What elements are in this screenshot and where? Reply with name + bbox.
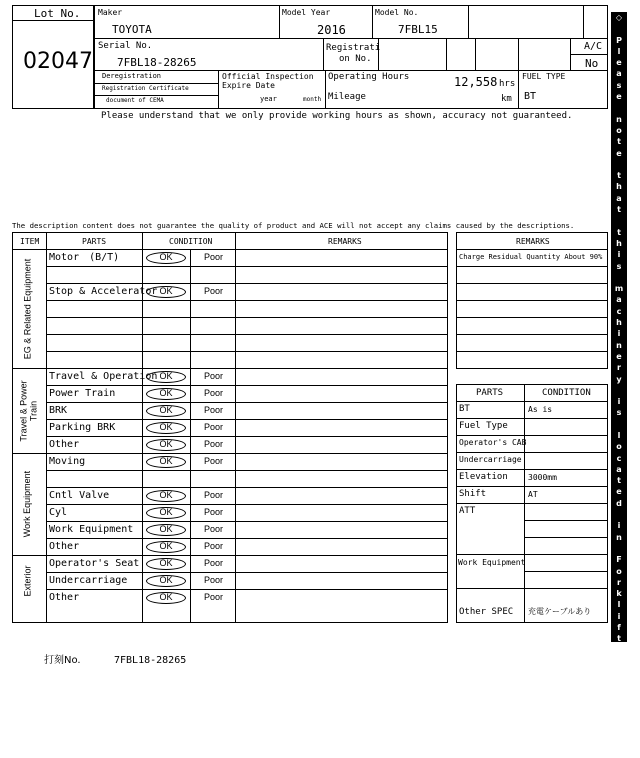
registration-label-2: on No.	[339, 54, 372, 64]
header-item: ITEM	[20, 237, 40, 246]
table-rule	[46, 402, 448, 403]
notice-text: Please understand that we only provide working hours as shown, accuracy not guaranteed.	[101, 111, 573, 121]
sidebar-char: g	[616, 724, 622, 734]
sidebar-char	[618, 735, 621, 746]
poor-label: Poor	[204, 575, 224, 585]
right-part-label: Operator's CAB	[459, 438, 527, 447]
sidebar-char: l	[617, 46, 621, 56]
sidebar-char: a	[616, 69, 622, 79]
sidebar-char	[618, 385, 621, 396]
right-parts-header: PARTS	[476, 388, 504, 398]
serial-label: Serial No.	[98, 41, 153, 51]
model-no-value: 7FBL15	[398, 23, 438, 36]
poor-label: Poor	[204, 507, 224, 517]
sidebar-char: ◇	[615, 747, 623, 757]
sidebar-char: h	[616, 318, 622, 328]
table-rule	[456, 486, 608, 487]
footer-value: 7FBL18-28265	[114, 655, 187, 666]
sidebar-char: i	[617, 521, 621, 531]
sidebar-char	[618, 272, 621, 283]
model-year-value: 2016	[317, 23, 346, 37]
right-part-label: Shift	[459, 489, 487, 499]
part-label: Work Equipment	[49, 524, 134, 535]
table-rule	[12, 368, 448, 369]
table-rule	[46, 334, 448, 335]
right-part-label: BT	[459, 404, 470, 414]
sidebar-char: t	[617, 137, 621, 147]
table-rule	[46, 283, 448, 284]
sidebar-char: n	[616, 713, 622, 723]
poor-label: Poor	[204, 286, 224, 296]
operating-hours-label: Operating Hours	[328, 72, 410, 82]
sidebar-char: a	[616, 464, 622, 474]
right-part-label: Fuel Type	[459, 421, 508, 431]
group-label-line: Travel & Power	[18, 379, 28, 442]
ok-circle: OK	[146, 558, 186, 570]
table-rule	[456, 334, 608, 335]
right-condition-value: 3000mm	[528, 473, 557, 482]
ac-value: No	[585, 57, 599, 70]
operating-hours-value: 12,558	[454, 75, 498, 89]
right-condition-value: AT	[528, 490, 538, 499]
ok-circle: OK	[146, 592, 186, 604]
maker-value: TOYOTA	[112, 23, 152, 36]
table-rule	[12, 453, 448, 454]
footer-label: 打刻No.	[44, 655, 81, 666]
sidebar-char: r	[617, 363, 621, 373]
ok-circle: OK	[146, 286, 186, 298]
part-label: Undercarriage	[49, 575, 128, 586]
table-rule	[456, 418, 608, 419]
table-rule	[46, 521, 448, 522]
hrs-unit: hrs	[499, 79, 516, 89]
sidebar-char: c	[616, 306, 622, 316]
poor-label: Poor	[204, 252, 224, 262]
table-rule	[456, 300, 608, 301]
part-label: Operator's Seat	[49, 558, 140, 569]
sidebar-char: i	[617, 702, 621, 712]
part-label: Other	[49, 439, 80, 450]
ok-circle: OK	[146, 252, 186, 264]
sidebar-char: a	[616, 193, 622, 203]
month-label: month	[303, 96, 322, 103]
location-sidebar	[611, 12, 627, 757]
part-label: Other	[49, 541, 80, 552]
sidebar-char: k	[616, 589, 622, 599]
table-rule	[456, 266, 608, 267]
right-condition-value: As is	[528, 405, 553, 414]
deregistration-label: Deregistration	[102, 72, 162, 80]
sidebar-char	[618, 509, 621, 520]
poor-label: Poor	[204, 541, 224, 551]
fuel-type-value: BT	[524, 91, 537, 102]
km-unit: km	[501, 94, 512, 104]
sidebar-char: o	[616, 125, 622, 135]
table-rule	[456, 401, 608, 402]
table-rule	[46, 504, 448, 505]
ok-circle: OK	[146, 439, 186, 451]
sidebar-char: e	[616, 92, 622, 102]
sidebar-char	[618, 645, 621, 656]
part-label: BRK	[49, 405, 68, 416]
table-rule	[46, 589, 448, 590]
poor-label: Poor	[204, 456, 224, 466]
sidebar-char: l	[617, 430, 621, 440]
sidebar-char	[618, 543, 621, 554]
model-year-label: Model Year	[282, 8, 331, 17]
sidebar-char: i	[617, 250, 621, 260]
sidebar-char	[618, 215, 621, 226]
sidebar-char	[618, 159, 621, 170]
table-rule	[46, 487, 448, 488]
group-label: EG & Related Equipment	[22, 258, 32, 359]
model-no-label: Model No.	[375, 8, 419, 17]
poor-label: Poor	[204, 371, 224, 381]
table-rule	[456, 249, 608, 250]
sidebar-char: a	[616, 295, 622, 305]
table-rule	[46, 470, 448, 471]
table-rule	[456, 351, 608, 352]
header-remarks: REMARKS	[328, 237, 362, 246]
sidebar-char: t	[617, 227, 621, 237]
poor-label: Poor	[204, 592, 224, 602]
right-condition-header: CONDITION	[542, 388, 591, 398]
ok-circle: OK	[146, 541, 186, 553]
sidebar-char: ◇	[615, 13, 623, 22]
table-rule	[46, 266, 448, 267]
header-parts: PARTS	[82, 237, 107, 246]
sidebar-char: n	[616, 340, 622, 350]
ok-circle: OK	[146, 388, 186, 400]
sidebar-char: m	[614, 284, 624, 294]
sidebar-char	[618, 419, 621, 430]
ok-circle: OK	[146, 456, 186, 468]
inspection-label-2: Expire Date	[222, 81, 275, 90]
mileage-label: Mileage	[328, 92, 366, 102]
right-part-label: Elevation	[459, 472, 508, 482]
right-part-label: Undercarriage	[459, 455, 522, 464]
disclaimer-text: The description content does not guarantee the quality of product and ACE will not accept any claims caused by the descriptions.	[12, 221, 575, 230]
maker-label: Maker	[98, 8, 123, 17]
lot-label: Lot No.	[34, 7, 81, 20]
sidebar-char: n	[616, 114, 622, 124]
poor-label: Poor	[204, 490, 224, 500]
poor-label: Poor	[204, 558, 224, 568]
att-label: ATT	[459, 506, 476, 516]
table-rule	[46, 317, 448, 318]
sidebar-text	[611, 12, 627, 758]
work-equipment-label: Work Equipment	[458, 558, 526, 567]
ok-circle: OK	[146, 405, 186, 417]
poor-label: Poor	[204, 439, 224, 449]
sidebar-char	[618, 23, 621, 34]
cema-label: document of CEMA	[106, 97, 164, 104]
sidebar-char: k	[616, 690, 622, 700]
header-condition: CONDITION	[169, 237, 213, 246]
group-label-line: Train	[28, 400, 38, 421]
table-rule	[46, 538, 448, 539]
table-rule	[46, 572, 448, 573]
sidebar-char: o	[616, 566, 622, 576]
sidebar-char: d	[616, 498, 622, 508]
group-label	[18, 368, 40, 453]
table-rule	[46, 436, 448, 437]
lot-number: 02047	[23, 49, 93, 74]
part-label: Parking BRK	[49, 422, 116, 433]
sidebar-char: y	[616, 374, 622, 384]
sidebar-char: e	[616, 351, 622, 361]
part-label: Motor (B/T)	[49, 252, 120, 263]
table-rule	[456, 435, 608, 436]
table-rule	[235, 232, 236, 623]
table-rule	[456, 588, 608, 589]
sidebar-char: r	[617, 679, 621, 689]
sidebar-char: o	[616, 442, 622, 452]
poor-label: Poor	[204, 388, 224, 398]
sidebar-char: s	[616, 80, 622, 90]
fuel-type-label: FUEL TYPE	[522, 72, 566, 81]
table-rule	[12, 249, 448, 250]
right-remarks-first-row: Charge Residual Quantity About 90%	[459, 253, 603, 261]
part-label: Power Train	[49, 388, 116, 399]
sidebar-char: e	[616, 58, 622, 68]
sidebar-char: r	[617, 577, 621, 587]
sidebar-char: f	[617, 623, 621, 633]
sidebar-char: F	[616, 555, 622, 565]
ac-label: A/C	[584, 41, 603, 52]
other-spec-label: Other SPEC	[459, 607, 514, 617]
sidebar-char: s	[616, 408, 622, 418]
sidebar-char: l	[617, 600, 621, 610]
table-rule	[46, 351, 448, 352]
table-rule	[524, 537, 608, 538]
table-rule	[456, 317, 608, 318]
right-remarks-header: REMARKS	[516, 237, 550, 246]
sidebar-char	[618, 102, 621, 113]
part-label: Cyl	[49, 507, 68, 518]
ok-circle: OK	[146, 422, 186, 434]
table-rule	[524, 571, 608, 572]
sidebar-char: s	[616, 261, 622, 271]
table-rule	[456, 503, 608, 504]
table-rule	[456, 469, 608, 470]
part-label: Cntl Valve	[49, 490, 110, 501]
sidebar-char: e	[616, 148, 622, 158]
sidebar-char: i	[617, 329, 621, 339]
part-label: Stop & Accelerator	[49, 286, 158, 297]
sidebar-char: h	[616, 182, 622, 192]
sidebar-char: t	[617, 634, 621, 644]
serial-value: 7FBL18-28265	[117, 56, 197, 69]
table-rule	[46, 232, 47, 623]
ok-circle: OK	[146, 507, 186, 519]
ok-circle: OK	[146, 575, 186, 587]
table-rule	[12, 555, 448, 556]
poor-label: Poor	[204, 524, 224, 534]
sidebar-char: n	[616, 532, 622, 542]
other-spec-value: 充電ケーブルあり	[528, 607, 592, 616]
sidebar-char: t	[617, 171, 621, 181]
sidebar-char: t	[617, 476, 621, 486]
sidebar-char: c	[616, 453, 622, 463]
group-label: Work Equipment	[22, 470, 32, 538]
table-rule	[456, 554, 608, 555]
sidebar-char: t	[617, 205, 621, 215]
sidebar-char: P	[616, 656, 622, 666]
poor-label: Poor	[204, 405, 224, 415]
year-label: year	[260, 95, 277, 103]
sidebar-char: e	[616, 487, 622, 497]
table-rule	[46, 300, 448, 301]
table-rule	[46, 385, 448, 386]
sidebar-char: i	[617, 397, 621, 407]
registration-certificate-label: Registration Certificate	[102, 85, 189, 92]
sidebar-char: h	[616, 238, 622, 248]
inspection-label: Official Inspection	[222, 72, 314, 81]
part-label: Other	[49, 592, 80, 603]
ok-circle: OK	[146, 490, 186, 502]
sidebar-char: P	[616, 35, 622, 45]
table-rule	[524, 520, 608, 521]
ok-circle: OK	[146, 524, 186, 536]
ok-circle: OK	[146, 371, 186, 383]
part-label: Moving	[49, 456, 86, 467]
sidebar-char: i	[617, 611, 621, 621]
sidebar-char: a	[616, 668, 622, 678]
registration-label: Registrati	[326, 43, 381, 53]
table-rule	[46, 419, 448, 420]
table-rule	[456, 283, 608, 284]
group-label: Exterior	[22, 565, 32, 597]
poor-label: Poor	[204, 422, 224, 432]
part-label: Travel & Operation	[49, 371, 158, 382]
table-rule	[456, 452, 608, 453]
